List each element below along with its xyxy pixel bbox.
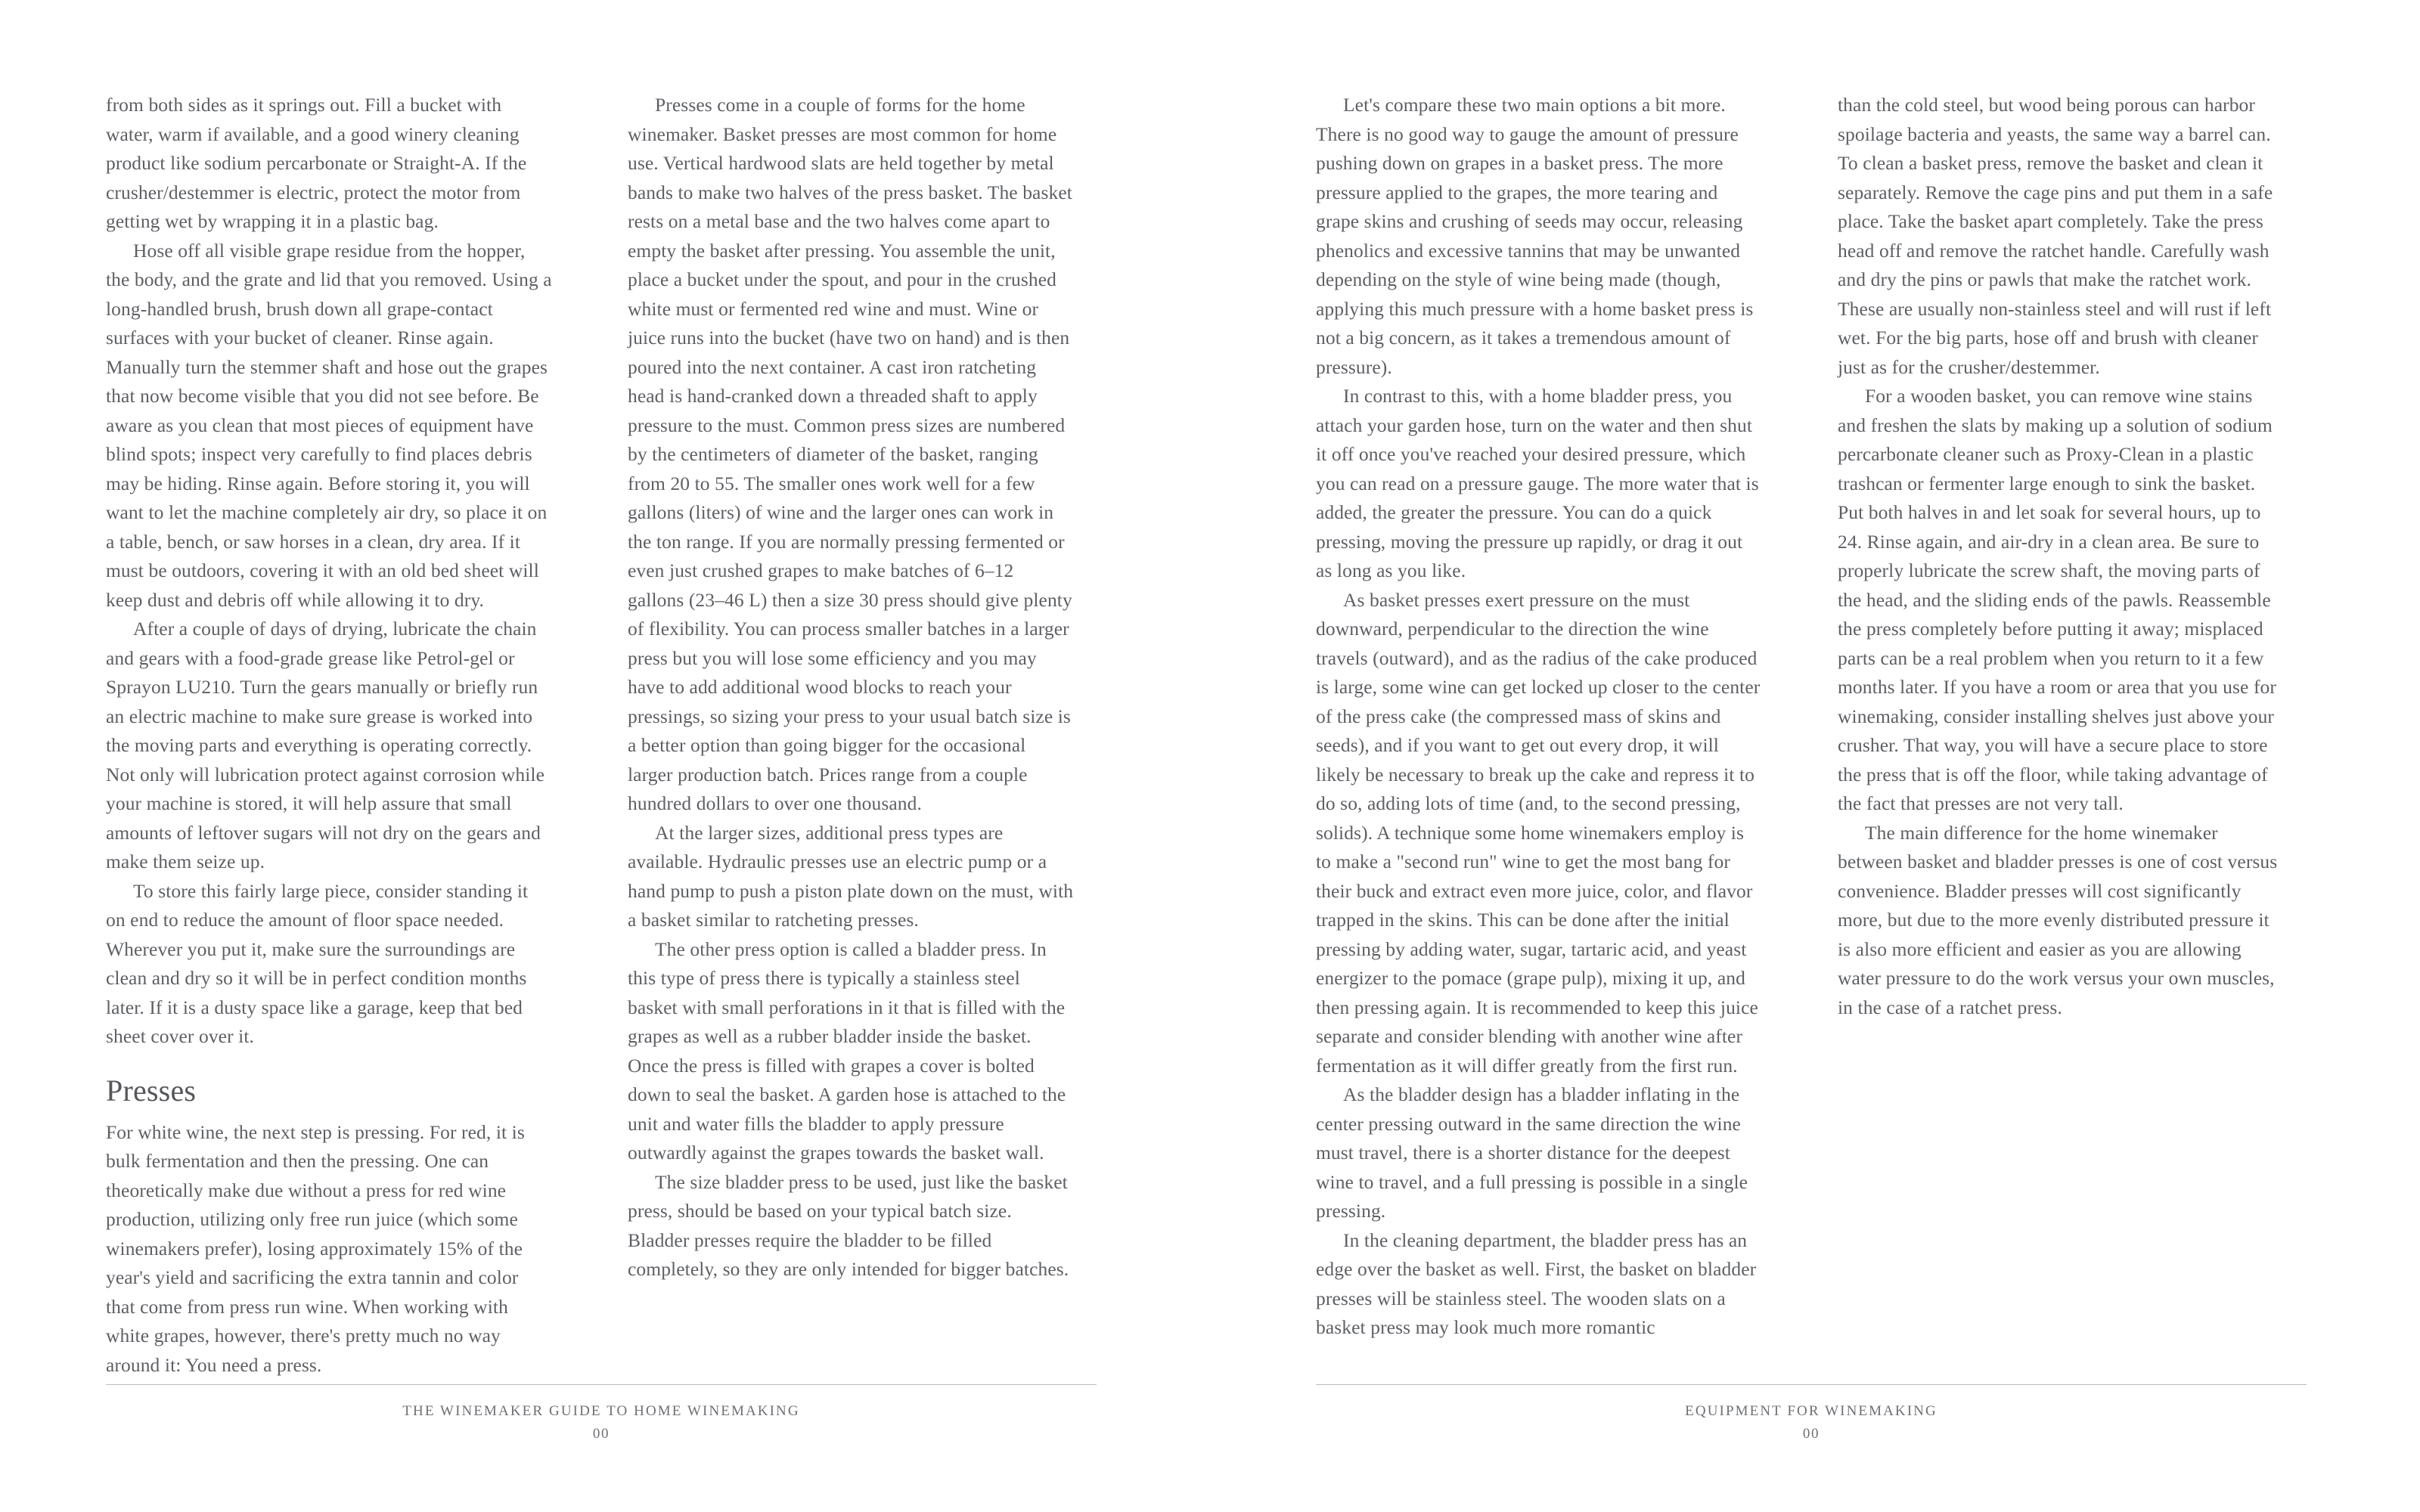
page-number: 00 xyxy=(1802,1426,1820,1442)
paragraph: from both sides as it springs out. Fill a bucket with water, warm if available, and a good winery cleaning product like sodium percarbonate or Straight-A. If the crusher/destemmer is electric, protect the motor from getting wet by wrapping it in a plastic bag. xyxy=(106,94,527,232)
paragraph: To store this fairly large piece, consider standing it on end to reduce the amount of floor space needed. Wherever you put it, make sure the surroundings are clean and dry so it will be in perfect condition months later. If it is a dusty space like a garage, keep that bed sheet cover over it. xyxy=(106,879,529,1047)
right-page-columns xyxy=(1316,91,2307,1406)
paragraph: For a wooden basket, you can remove wine stains and freshen the slats by making up a solution of sodium percarbonate cleaner such as Proxy-Clean in a plastic trashcan or fermenter large enough to sink the basket. Put both halves in and let soak for several hours, up to 24. Rinse again, and air-dry in a clean area. Be sure to properly lubricate the screw shaft, the moving parts of the head, and the sliding ends of the pawls. Reassemble the press completely before putting it away; misplaced parts can be a real problem when you return to it a few months later. If you have a room or area that you use for winemaking, consider installing shelves just above your crusher. That way, you will have a secure place to store the press that is off the floor, while taking advantage of the fact that presses are not very tall. xyxy=(1838,385,2276,814)
section-heading-presses: Presses xyxy=(106,1073,197,1108)
running-head: THE WINEMAKER GUIDE TO HOME WINEMAKING xyxy=(402,1403,800,1419)
right-column-2 xyxy=(1838,91,2284,1406)
right-column-1 xyxy=(1316,91,1762,1406)
paragraph: than the cold steel, but wood being porous can harbor spoilage bacteria and yeasts, the same way a barrel can. To clean a basket press, remove the basket and clean it separately. Remove the cage pins and put them in a safe place. Take the basket apart completely. Take the press head off and remove the ratchet handle. Carefully wash and dry the pins or pawls that make the ratchet work. These are usually non-stainless steel and will rust if left wet. For the big parts, hose off and brush with cleaner just as for the crusher/destemmer. xyxy=(1838,94,2273,378)
left-page-footer xyxy=(106,1384,1097,1442)
left-column-2 xyxy=(628,91,1074,1406)
left-column-1 xyxy=(106,91,552,1406)
page-number: 00 xyxy=(592,1426,610,1442)
paragraph: The main difference for the home winemaker between basket and bladder presses is one of cost versus convenience. Bladder presses will cost significantly more, but due to the more evenly distributed pressure it is also more efficient and easier as you are allowing water pressure to do the work versus your own muscles, in the case of a ratchet press. xyxy=(1838,821,2278,1018)
paragraph: Presses come in a couple of forms for the home winemaker. Basket presses are most common for home use. Vertical hardwood slats are held together by metal bands to make two halves of the press basket. The basket rests on a metal base and the two halves come apart to empty the basket after pressing. You assemble the unit, place a bucket under the spout, and pour in the crushed white must or fermented red wine and must. Wine or juice runs into the bucket (have two on hand) and is then poured into the next container. A cast iron ratcheting head is hand-cranked down a threaded shaft to apply pressure to the must. Common press sizes are numbered by the centimeters of diameter of the basket, ranging from 20 to 55. The smaller ones work well for a few gallons (liters) of wine and the larger ones can work in the ton range. If you are normally pressing fermented or even just crushed grapes to make batches of 6–12 gallons (23–46 L) then a size 30 press should give plenty of flexibility. You can process smaller batches in a larger press but you will lose some efficiency and you may have to add additional wood blocks to reach your pressings, so sizing your press to your usual batch size is a better option than going bigger for the occasional larger production batch. Prices range from a couple hundred dollars to over one thousand. xyxy=(628,94,1072,814)
paragraph: Let's compare these two main options a bit more. There is no good way to gauge the amount of pressure pushing down on grapes in a basket press. The more pressure applied to the grapes, the more tearing and grape skins and crushing of seeds may occur, releasing phenolics and excessive tannins that may be unwanted depending on the style of wine being made (though, applying this much pressure with a home basket press is not a big concern, as it takes a tremendous amount of pressure). xyxy=(1316,94,1754,378)
paragraph: The other press option is called a bladder press. In this type of press there is typically a stainless steel basket with small perforations in it that is filled with the grapes as well as a rubber bladder inside the basket. Once the press is filled with grapes a cover is bolted down to seal the basket. A garden hose is attached to the unit and water fills the bladder to apply pressure outwardly against the grapes towards the basket wall. xyxy=(628,937,1066,1163)
paragraph: Hose off all visible grape residue from the hopper, the body, and the grate and lid that you removed. Using a long-handled brush, brush down all grape-contact surfaces with your bucket of cleaner. Rinse again. Manually turn the stemmer shaft and hose out the grapes that now become visible that you did not see before. Be aware as you clean that most pieces of equipment have blind spots; inspect very carefully to find places debris may be hiding. Rinse again. Before storing it, you will want to let the machine completely air dry, so place it on a table, bench, or saw horses in a clean, dry area. If it must be outdoors, covering it with an old bed sheet will keep dust and debris off while allowing it to dry. xyxy=(106,239,552,611)
paragraph: In contrast to this, with a home bladder press, you attach your garden hose, turn on the water and then shut it off once you've reached your desired pressure, which you can read on a pressure gauge. The more water that is added, the greater the pressure. You can do a quick pressing, moving the pressure up rapidly, or drag it out as long as you like. xyxy=(1316,385,1759,581)
paragraph: As basket presses exert pressure on the must downward, perpendicular to the direction the wine travels (outward), and as the radius of the cake produced is large, some wine can get locked up closer to the center of the press cake (the compressed mass of skins and seeds), and if you want to get out every drop, it will likely be necessary to break up the cake and repress it to do so, adding lots of time (and, to the second pressing, solids). A technique some home winemakers employ is to make a "second run" wine to get the most bang for their buck and extract even more juice, color, and flavor trapped in the skins. This can be done after the initial pressing by adding water, sugar, tartaric acid, and yeast energizer to the pomace (grape pulp), mixing it up, and then pressing again. It is recommended to keep this juice separate and consider blending with another wine after fermentation as it will differ greatly from the first run. xyxy=(1316,588,1761,1077)
paragraph: In the cleaning department, the bladder press has an edge over the basket as well. First, the basket on bladder presses will be stainless steel. The wooden slats on a basket press may look much more romantic xyxy=(1316,1228,1757,1338)
running-head: EQUIPMENT FOR WINEMAKING xyxy=(1685,1403,1938,1419)
paragraph: After a couple of days of drying, lubricate the chain and gears with a food-grade grease like Petrol-gel or Sprayon LU210. Turn the gears manually or briefly run an electric machine to make sure grease is worked into the moving parts and everything is operating correctly. Not only will lubrication protect against corrosion while your machine is stored, it will help assure that small amounts of leftover sugars will not dry on the gears and make them seize up. xyxy=(106,618,545,872)
paragraph: The size bladder press to be used, just like the basket press, should be based on your typical batch size. Bladder presses require the bladder to be filled completely, so they are only intended for bigger batches. xyxy=(628,1170,1069,1280)
right-page xyxy=(1210,0,2420,1512)
paragraph: As the bladder design has a bladder inflating in the center pressing outward in the same direction the wine must travel, there is a shorter distance for the deepest wine to travel, and a full pressing is possible in a single pressing. xyxy=(1316,1083,1748,1222)
paragraph: For white wine, the next step is pressing. For red, it is bulk fermentation and then the pressing. One can theoretically make due without a press for red wine production, utilizing only free run juice (which some winemakers prefer), losing approximately 15% of the year's yield and sacrificing the extra tannin and color that come from press run wine. When working with white grapes, however, there's pretty much no way around it: You need a press. xyxy=(106,1120,525,1376)
paragraph: At the larger sizes, additional press types are available. Hydraulic presses use an electric pump or a hand pump to push a piston plate down on the must, with a basket similar to ratcheting presses. xyxy=(628,821,1074,931)
right-page-footer xyxy=(1316,1384,2307,1442)
left-page-columns xyxy=(106,91,1097,1406)
